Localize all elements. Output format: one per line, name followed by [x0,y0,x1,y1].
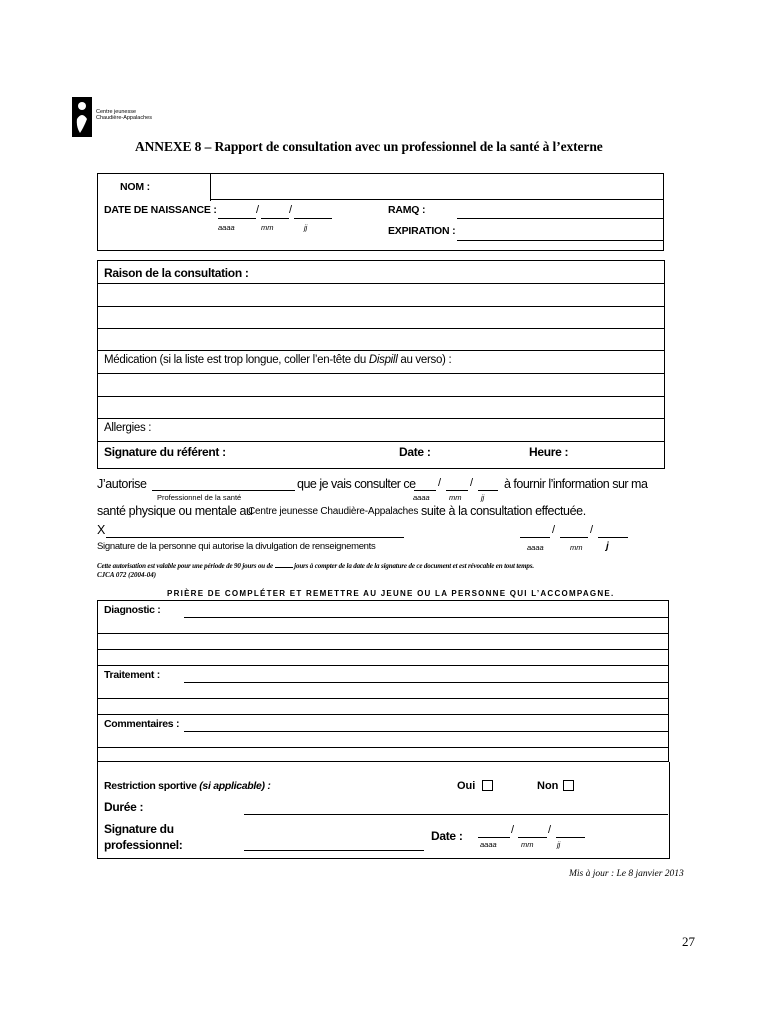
signature-mm: mm [570,543,583,552]
duree-field[interactable] [244,800,668,815]
medication-field-2[interactable] [99,398,663,417]
oui-checkbox[interactable] [482,780,493,791]
professionnel-caption: Professionnel de la santé [157,493,242,502]
commentaires-field[interactable] [184,716,668,730]
medication-label-dispill: Dispill [368,354,398,366]
signature-referent-label: Signature du référent : [104,445,226,459]
medication-label [104,354,451,366]
restriction-label-main: Restriction sportive [104,780,200,792]
form-code: CJCA 072 (2004-04) [97,571,157,579]
raison-field-3[interactable] [99,330,663,349]
diagnostic-field-3[interactable] [99,634,667,648]
signature-personne-caption: Signature de la personne qui autorise la divulgation de renseignements [97,541,376,552]
traitement-field-2[interactable] [99,683,667,697]
line2-post: suite à la consultation effectuée. [421,504,586,518]
signature-professionnel-line1: Signature du [104,822,174,836]
non-checkbox[interactable] [563,780,574,791]
date-naissance-jj: jj [304,223,308,232]
medication-label-pre: Médication (si la liste est trop longue, coller l’en-tête du [104,354,369,366]
consult-aaaa: aaaa [413,493,430,502]
allergies-label: Allergies : [104,422,152,434]
traitement-label: Traitement : [104,669,160,681]
signature-professionnel-line2: professionnel: [104,838,183,852]
oui-label: Oui [457,780,476,792]
signature-referent-field[interactable] [225,443,395,465]
commentaires-label: Commentaires : [104,718,180,730]
professional-aaaa: aaaa [480,840,497,849]
diagnostic-field[interactable] [184,603,668,617]
validity-days-field[interactable] [275,561,293,568]
logo-line2: Chaudière-Appalaches [96,115,152,121]
date-naissance-label: DATE DE NAISSANCE : [104,204,217,216]
referent-heure-field[interactable] [572,443,662,465]
updated-note: Mis à jour : Le 8 janvier 2013 [569,869,684,879]
consult-mm: mm [449,493,462,502]
date-naissance-field[interactable]: / / [218,202,333,222]
commentaires-field-2[interactable] [99,732,667,746]
medication-field-1[interactable] [99,375,663,395]
allergies-field[interactable] [160,420,663,439]
centre-name: Centre jeunesse Chaudière-Appalaches [248,506,419,517]
logo-emblem-icon [72,97,92,137]
date-naissance-mm: mm [261,223,274,232]
nom-label: NOM : [120,181,150,193]
referent-date-label: Date : [399,445,431,459]
page-title: ANNEXE 8 – Rapport de consultation avec un professionnel de la santé à l’externe [135,139,603,154]
restriction-label-em: (si applicable) : [199,780,271,792]
instruction-text: PRIÈRE DE COMPLÉTER ET REMETTRE AU JEUNE OU LA PERSONNE QUI L’ACCOMPAGNE. [167,589,615,598]
raison-field-1[interactable] [99,285,663,305]
signature-aaaa: aaaa [527,543,544,552]
consult-date-field[interactable]: / / [414,476,499,491]
jautorise-text: J’autorise [97,477,147,491]
referent-date-field[interactable] [435,443,525,465]
signature-date-field[interactable]: / / [520,523,630,539]
signature-professionnel-field[interactable] [244,835,424,851]
diagnostic-label: Diagnostic : [104,604,161,616]
referent-heure-label: Heure : [529,445,569,459]
logo-line1: Centre jeunesse [96,109,137,115]
medication-label-post: au verso) : [397,354,452,366]
expiration-label: EXPIRATION : [388,225,456,237]
que-je-vais-text: que je vais consulter ce [297,477,416,491]
raison-field-2[interactable] [99,308,663,327]
signature-j: j [606,541,609,552]
signature-personne-field[interactable] [106,524,404,538]
x-mark: X [97,523,106,537]
ramq-field[interactable] [458,202,662,217]
date-naissance-aaaa: aaaa [218,223,235,232]
raison-label: Raison de la consultation : [104,266,249,280]
page-number: 27 [682,934,695,949]
professional-date-label: Date : [431,829,463,843]
logo [72,97,152,137]
professional-jj: jj [557,840,561,849]
traitement-field[interactable] [184,667,668,681]
signature-professionnel-label [104,821,182,853]
restriction-label [104,780,271,792]
professional-mm: mm [521,840,534,849]
professionnel-field[interactable] [152,476,295,491]
validity-pre: Cette autorisation est valable pour une période de 90 jours ou de [97,562,273,570]
duree-label: Durée : [104,800,144,814]
validity-post: jours à compter de la date de la signature de ce document et est révocable en tout temps. [294,562,534,570]
nom-field[interactable] [212,176,660,198]
validity-note [97,561,534,570]
consult-jj: jj [481,493,485,502]
ramq-label: RAMQ : [388,204,426,216]
diagnostic-field-2[interactable] [99,618,667,632]
a-fournir-text: à fournir l’information sur ma [504,477,648,491]
professional-date-field[interactable]: / / [478,823,588,839]
expiration-field[interactable] [458,222,662,239]
line2-pre: santé physique ou mentale au [97,504,253,518]
non-label: Non [537,780,559,792]
